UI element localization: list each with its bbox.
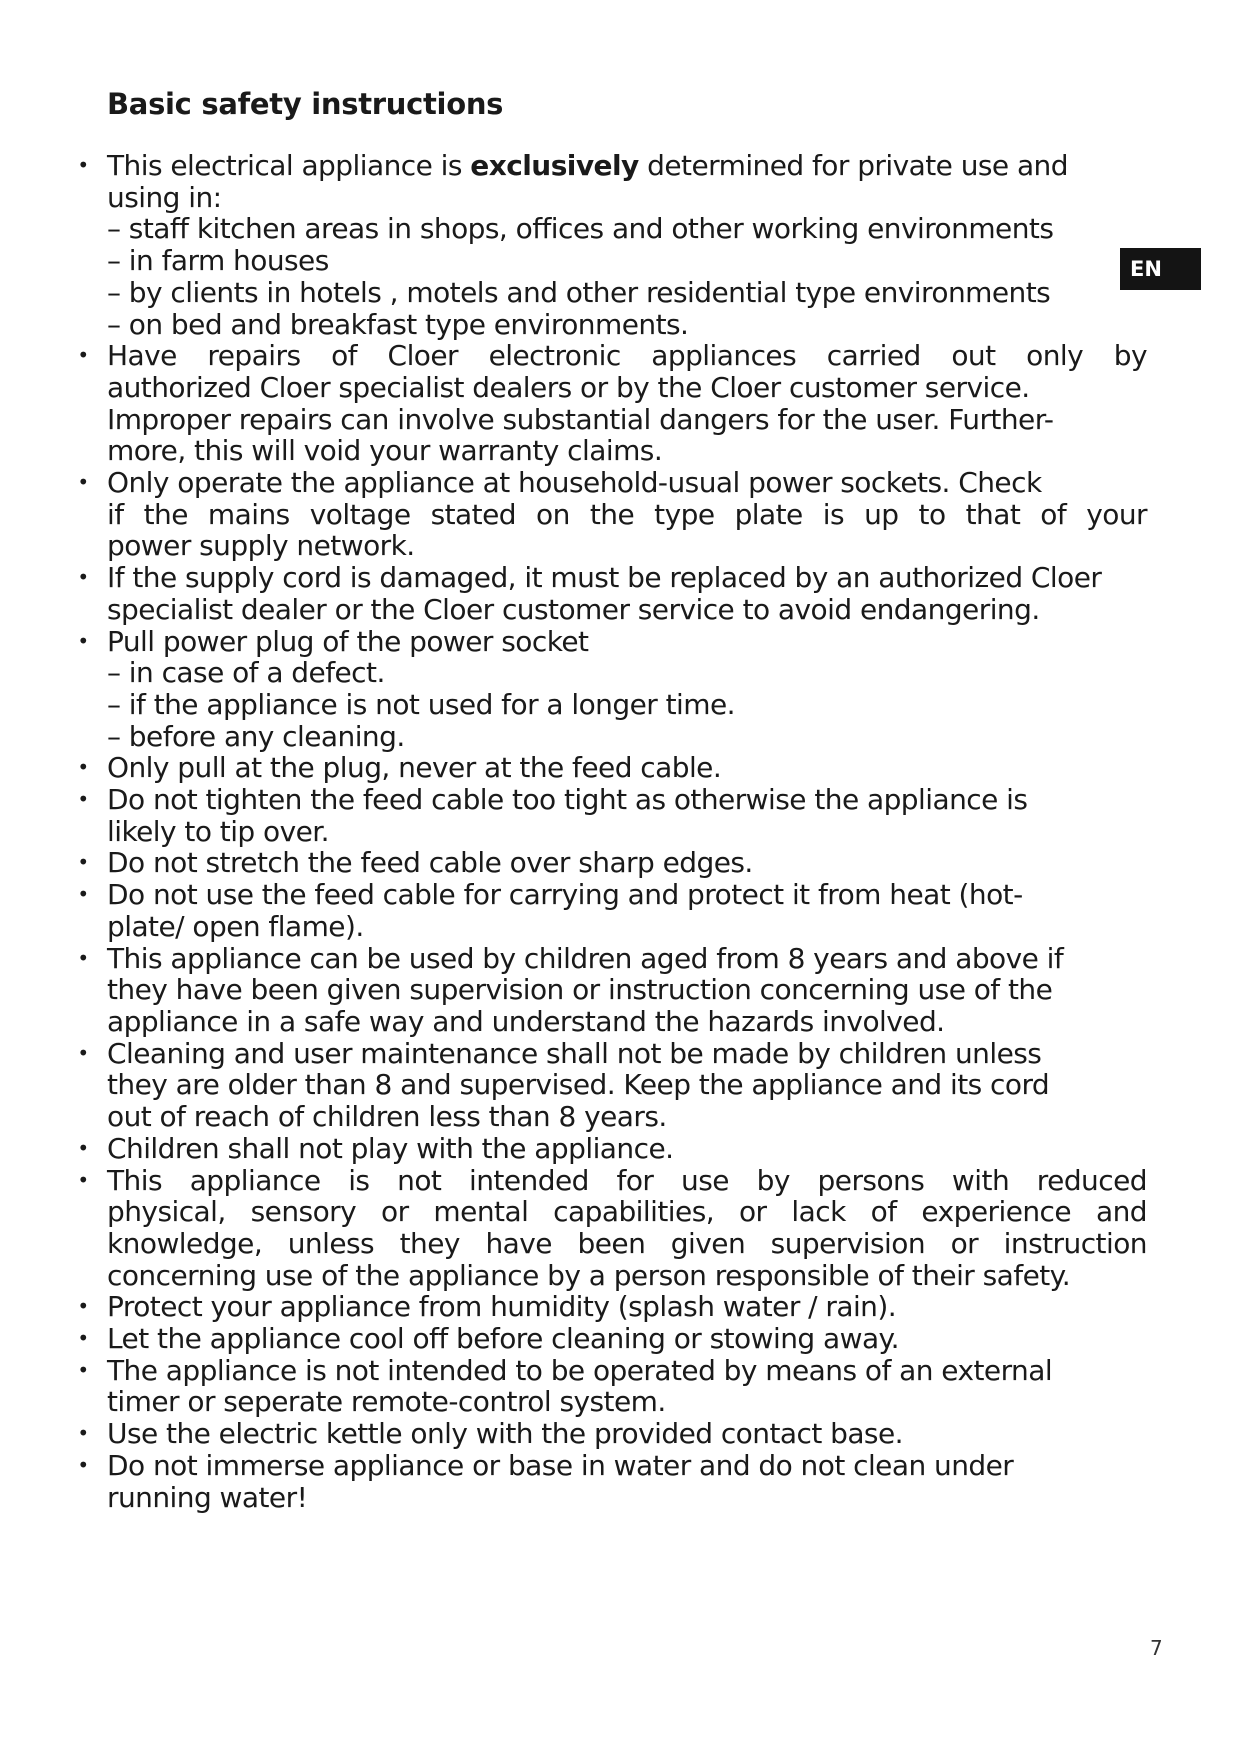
instruction-line: running water!: [107, 1480, 308, 1514]
bullet-icon: •: [77, 945, 89, 970]
bullet-icon: •: [77, 882, 89, 907]
instruction-line: Pull power plug of the power socket: [107, 624, 589, 658]
list-item: [0, 943, 1147, 1038]
instruction-line: Have repairs of Cloer electronic appliances carried out only by: [107, 339, 1147, 373]
list-item: [0, 626, 1147, 753]
instruction-line: This appliance is not intended for use by persons with reduced: [107, 1163, 1147, 1197]
instruction-line: using in:: [107, 180, 222, 214]
bullet-icon: •: [77, 470, 89, 495]
list-item: [0, 847, 1147, 879]
sub-item: – in farm houses: [107, 244, 329, 278]
instruction-line: they have been given supervision or instruction concerning use of the: [107, 973, 1053, 1007]
bullet-icon: •: [77, 1294, 89, 1319]
instruction-line: This electrical appliance is exclusively determined for private use and: [107, 149, 1068, 182]
instruction-line: appliance in a safe way and understand the hazards involved.: [107, 1004, 945, 1038]
instruction-line: they are older than 8 and supervised. Keep the appliance and its cord: [107, 1068, 1050, 1102]
bullet-icon: •: [77, 1421, 89, 1446]
list-item: [0, 1418, 1147, 1450]
instruction-line: Children shall not play with the appliance.: [107, 1131, 674, 1165]
instruction-line: The appliance is not intended to be operated by means of an external: [107, 1353, 1053, 1387]
list-item: [0, 752, 1147, 784]
instruction-line: specialist dealer or the Cloer customer service to avoid endangering.: [107, 592, 1040, 626]
bullet-icon: •: [77, 1357, 89, 1382]
bullet-icon: •: [77, 343, 89, 368]
instruction-line: If the supply cord is damaged, it must be replaced by an authorized Cloer: [107, 561, 1102, 595]
list-item: [0, 562, 1147, 625]
instruction-line: Do not stretch the feed cable over sharp edges.: [107, 846, 753, 880]
instruction-line: authorized Cloer specialist dealers or by the Cloer customer service.: [107, 370, 1030, 404]
bullet-icon: •: [77, 565, 89, 590]
instruction-line: Do not immerse appliance or base in water and do not clean under: [107, 1448, 1014, 1482]
list-item: [0, 1323, 1147, 1355]
list-item: [0, 1165, 1147, 1292]
instruction-line: Only operate the appliance at household-usual power sockets. Check: [107, 466, 1042, 500]
emphasis-text: exclusively: [470, 149, 639, 182]
sub-item: – staff kitchen areas in shops, offices and other working environments: [107, 212, 1054, 246]
instruction-line: out of reach of children less than 8 years.: [107, 1100, 667, 1134]
list-item: [0, 1355, 1147, 1418]
list-item: [0, 150, 1147, 340]
list-item: [0, 1291, 1147, 1323]
list-item: [0, 784, 1147, 847]
bullet-icon: •: [77, 850, 89, 875]
instruction-line: Cleaning and user maintenance shall not be made by children unless: [107, 1036, 1042, 1070]
bullet-icon: •: [77, 1135, 89, 1160]
list-item: [0, 1038, 1147, 1133]
bullet-icon: •: [77, 787, 89, 812]
sub-item: – before any cleaning.: [107, 719, 405, 753]
language-tab: EN: [1120, 248, 1201, 290]
instruction-line: concerning use of the appliance by a person responsible of their safety.: [107, 1258, 1071, 1292]
instruction-line: physical, sensory or mental capabilities, or lack of experience and: [107, 1195, 1147, 1229]
bullet-icon: •: [77, 1040, 89, 1065]
page-number: 7: [1150, 1636, 1163, 1660]
list-item: [0, 340, 1147, 467]
list-item: [0, 1133, 1147, 1165]
list-item: [0, 1450, 1147, 1513]
sub-item: – if the appliance is not used for a longer time.: [107, 687, 735, 721]
bullet-icon: •: [77, 628, 89, 653]
bullet-icon: •: [77, 1167, 89, 1192]
instruction-line: Do not use the feed cable for carrying and protect it from heat (hot-: [107, 878, 1023, 912]
instruction-line: plate/ open flame).: [107, 909, 364, 943]
bullet-icon: •: [77, 153, 89, 177]
sub-item: – in case of a defect.: [107, 656, 385, 690]
bullet-icon: •: [77, 1326, 89, 1351]
instruction-line: if the mains voltage stated on the type plate is up to that of your: [107, 497, 1147, 531]
instruction-line: power supply network.: [107, 529, 415, 563]
safety-instructions-list: [0, 150, 1241, 1513]
instruction-line: Protect your appliance from humidity (splash water / rain).: [107, 1290, 897, 1324]
instruction-line: Only pull at the plug, never at the feed cable.: [107, 751, 722, 785]
sub-item: – by clients in hotels , motels and other residential type environments: [107, 275, 1051, 309]
instruction-line: more, this will void your warranty claims.: [107, 434, 663, 468]
instruction-line: timer or seperate remote-control system.: [107, 1385, 666, 1419]
bullet-icon: •: [77, 755, 89, 780]
instruction-line: Use the electric kettle only with the provided contact base.: [107, 1417, 903, 1451]
sub-item: – on bed and breakfast type environments.: [107, 307, 689, 341]
instruction-line: Do not tighten the feed cable too tight as otherwise the appliance is: [107, 783, 1028, 817]
instruction-line: likely to tip over.: [107, 814, 330, 848]
list-item: [0, 467, 1147, 562]
bullet-icon: •: [77, 1452, 89, 1477]
instruction-line: This appliance can be used by children aged from 8 years and above if: [107, 941, 1064, 975]
instruction-line: knowledge, unless they have been given supervision or instruction: [107, 1226, 1147, 1260]
page-title: Basic safety instructions: [107, 87, 504, 121]
instruction-line: Improper repairs can involve substantial dangers for the user. Further-: [107, 402, 1054, 436]
instruction-line: Let the appliance cool off before cleaning or stowing away.: [107, 1322, 899, 1356]
list-item: [0, 879, 1147, 942]
